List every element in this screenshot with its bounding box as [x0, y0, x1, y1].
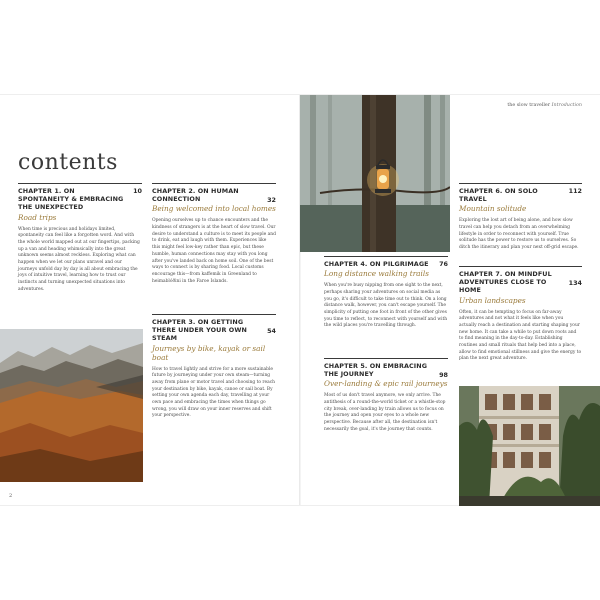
hotel-courtyard-photo: [459, 386, 600, 506]
chapter-6-page-number: 112: [568, 187, 582, 195]
running-head: [507, 103, 582, 108]
chapter-3-entry: [152, 314, 276, 420]
chapter-3-subtitle: Journeys by bike, kayak or sail boat: [152, 343, 266, 362]
chapter-6-heading: CHAPTER 6. ON SOLO TRAVEL: [459, 187, 538, 204]
chapter-2-page-number: 32: [267, 196, 276, 204]
chapter-5-page-number: 98: [439, 371, 448, 379]
chapter-4-page-number: 76: [439, 260, 448, 268]
running-head-section: Introduction: [551, 103, 582, 108]
chapter-2-subtitle: Being welcomed into local homes: [152, 204, 276, 214]
forest-lantern-photo: [300, 95, 450, 252]
chapter-1-heading: CHAPTER 1. ON SPONTANEITY & EMBRACING THE UNEXPECTED: [18, 187, 124, 212]
chapter-3-heading: CHAPTER 3. ON GETTING THERE UNDER YOUR OWN STEAM: [152, 318, 247, 343]
chapter-7-entry: [459, 266, 582, 363]
chapter-1-page-number: 10: [133, 187, 142, 195]
chapter-1-body: When time is precious and holidays limited, spontaneity can feel like a forgotten word. And with the whole world mapped out at our fingertips, packing up a van and heading whimsically into the great unknown seems almost reckless. Exploring what can happen when we let our plans unravel and our journeys unfold day by day is all about embracing the joys of intuitive travel, learning how to trust our instincts and turning unexpected situations into adventures.: [18, 226, 140, 292]
chapter-6-body: Exploring the lost art of being alone, and how slow travel can help you detach from an overwhelming lifestyle in order to reconnect with yourself. True solitude has the power to restore us to ourselves. So ditch the itinerary and plan your next off-grid escape.: [459, 218, 579, 251]
page-title: contents: [18, 150, 118, 175]
mountain-photo: [0, 329, 143, 482]
chapter-5-body: Most of us don't travel anymore, we only arrive. The antithesis of a round-the-world ticket or a whistle-stop city break, over-landing by train allows us to focus on the journey and open your eyes to a whole new perspective. Because after all, the destination isn't necessarily the goal, it's the journey that counts.: [324, 393, 446, 432]
chapter-1-entry: [18, 183, 142, 293]
chapter-5-entry: [324, 358, 448, 434]
hotel-courtyard-photo-art: [459, 386, 600, 506]
running-head-title: the slow traveller: [507, 103, 551, 108]
chapter-7-page-number: 134: [568, 279, 582, 287]
chapter-4-heading: CHAPTER 4. ON PILGRIMAGE: [324, 260, 429, 268]
chapter-2-body: Opening ourselves up to chance encounters and the kindness of strangers is at the heart of slow travel. Our desire to understand a culture is to meet its people and to drink, eat and laugh with them. Experiences like this might feel low-key rather than epic, but these humble, human connections may stay with you long after you've landed back on home soil. One of the best ways to connect is by sharing food. Local customs encourage this—from kaffemik in Greenland to heimablóðini in the Faroe Islands.: [152, 218, 276, 284]
chapter-2-heading: CHAPTER 2. ON HUMAN CONNECTION: [152, 187, 239, 204]
chapter-4-subtitle: Long distance walking trails: [324, 269, 429, 279]
chapter-7-subtitle: Urban landscapes: [459, 295, 526, 305]
page-number-left: 2: [9, 493, 13, 499]
chapter-6-subtitle: Mountain solitude: [459, 204, 527, 214]
chapter-4-entry: [324, 256, 448, 330]
chapter-7-body: Often, it can be tempting to focus on far-away adventures and not what it feels like when you actually reach a destination and starting shaping your new home. It can take a while to put down roots and to find meaning in the day-to-day. Establishing routines and small rituals that help bed into a place, allow to find emotional stillness and give the energy to plan the next great adventure.: [459, 309, 582, 362]
chapter-3-page-number: 54: [267, 327, 276, 335]
chapter-5-subtitle: Over-landing & epic rail journeys: [324, 379, 448, 389]
chapter-3-body: How to travel lightly and strive for a more sustainable future by journeying under your own steam—turning away from plane or motor travel and choosing to reach your destination by bike, kayak, canoe or sail boat. By setting your own agenda each day, travelling at your own pace and embracing the times when things go wrong, you will draw on your inner reserves and shift your perspective.: [152, 366, 275, 419]
chapter-4-body: When you're busy nipping from one sight to the next, perhaps sharing your adventures on social media as you go, it's difficult to take time out to think. On a long distance walk, however, you can't escape yourself. The simplicity of putting one foot in front of the other gives you time to reflect, to reconnect with yourself and with the wild places you're travelling through.: [324, 283, 448, 329]
forest-lantern-photo-art: [300, 95, 450, 252]
chapter-2-entry: [152, 183, 276, 285]
chapter-6-entry: [459, 183, 582, 252]
chapter-5-heading: CHAPTER 5. ON EMBRACING THE JOURNEY: [324, 362, 428, 379]
chapter-7-heading: CHAPTER 7. ON MINDFUL ADVENTURES CLOSE TO HOME: [459, 270, 552, 295]
chapter-1-subtitle: Road trips: [18, 212, 57, 222]
mountain-photo-art: [0, 329, 143, 482]
